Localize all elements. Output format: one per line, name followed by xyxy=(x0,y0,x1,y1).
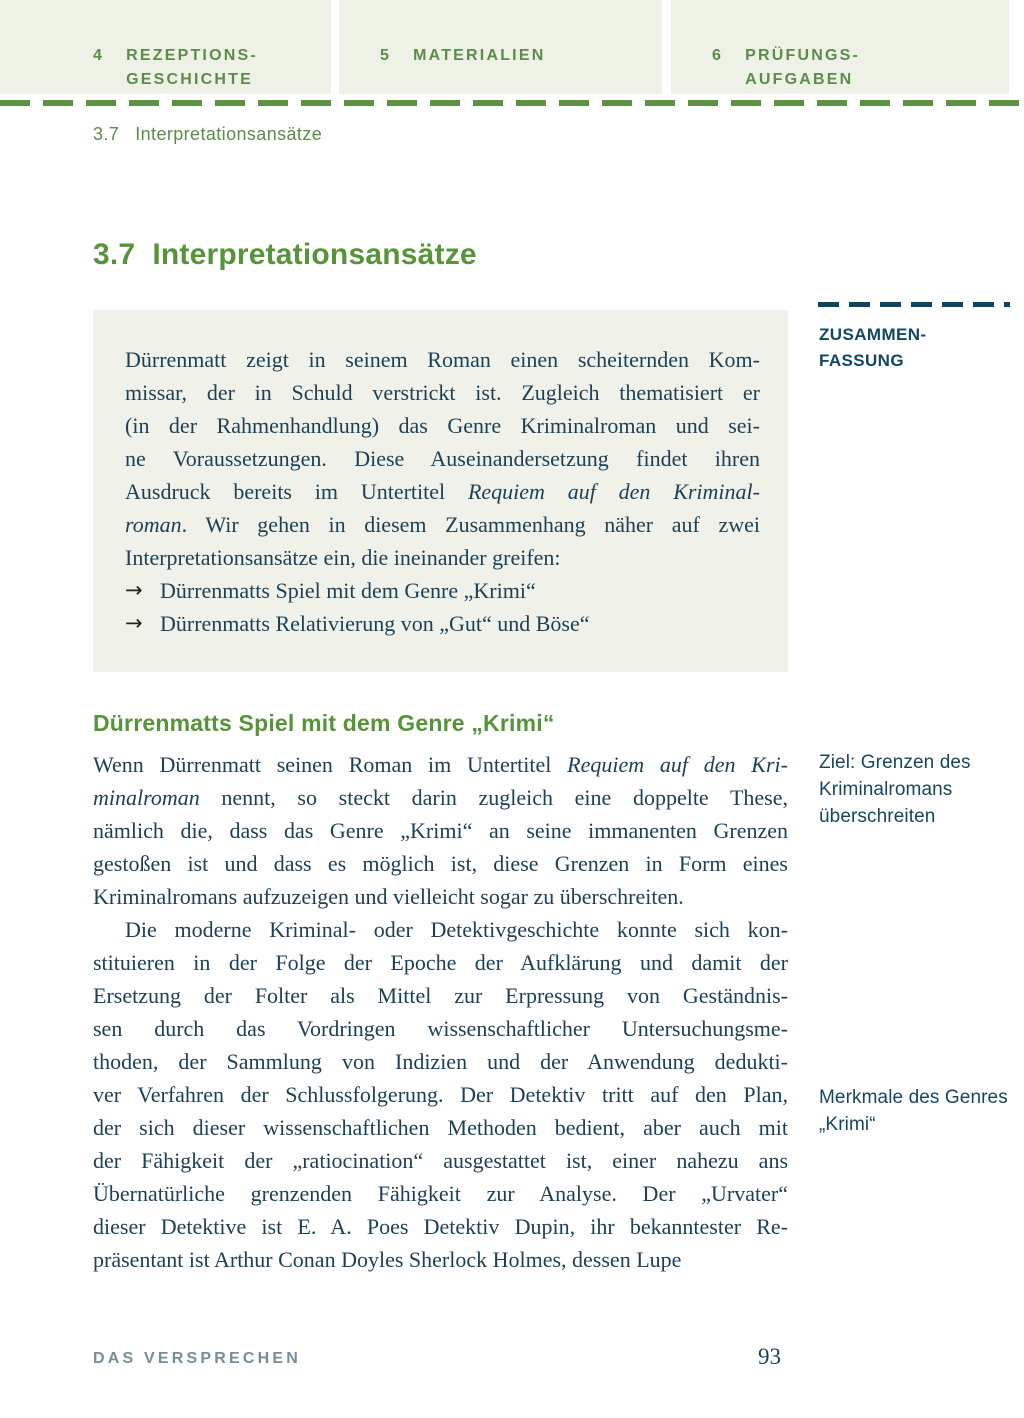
margin-note-features: Merkmale des Genres „Krimi“ xyxy=(819,1087,1008,1135)
header-tab-rezeptionsgeschichte xyxy=(0,0,331,94)
sidebar-summary-label: ZUSAMMEN- FASSUNG xyxy=(819,325,927,370)
margin-note-goal: Ziel: Grenzen des Kriminalromans überschreiten xyxy=(819,752,971,827)
body-paragraph-2: Die moderne Kriminal- oder Detektivgeschichte konnte sich kon- stituieren in der Folge der Epoche der Aufklärung und damit der Ersetzung der Folter als Mittel zur Erpressung von Geständnis- sen durch das Vordringen wissenschaftlicher Untersuchungsme- thoden, der Sammlung von Indizien und der Anwendung dedukti- ver Verfahren der Schlussfolgerung. Der Detektiv tritt auf den Plan, der sich dieser wissenschaftlichen Methoden bedient, aber auch mit der Fähigkeit der „ratiocination“ ausgestattet ist, einer nahezu ans Übernatürliche grenzenden Fähigkeit zur Analyse. Der „Urvater“ dieser Detektive ist E. A. Poes Detektiv Dupin, ihr bekanntester Re- präsentant ist Arthur Conan Doyles Sherlock Holmes, dessen Lupe xyxy=(93,917,788,1272)
page-title-label: Interpretationsansätze xyxy=(152,238,477,271)
page-title-number: 3.7 xyxy=(93,238,136,271)
header-tab-pruefungsaufgaben xyxy=(671,0,1009,94)
header-tab-materialien xyxy=(339,0,662,94)
tab-label: REZEPTIONS- GESCHICHTE xyxy=(126,47,258,88)
tab-number: 6 xyxy=(712,47,724,64)
sidebar-dashed-rule xyxy=(818,302,1010,307)
section-heading: Dürrenmatts Spiel mit dem Genre „Krimi“ xyxy=(93,710,555,736)
bullet-text: Dürrenmatts Relativierung von „Gut“ und Böse“ xyxy=(160,611,590,636)
breadcrumb xyxy=(93,124,322,145)
breadcrumb-number: 3.7 xyxy=(93,124,120,144)
summary-text: Dürrenmatt zeigt in seinem Roman einen scheiternden Kom- missar, der in Schuld verstrickt ist. Zugleich thematisiert er (in der Rahmenhandlung) das Genre Kriminalroman und sei- ne Voraussetzungen. Diese Auseinandersetzung findet ihren Ausdruck bereits im Untertitel Requiem auf den Kriminal- roman. Wir gehen in diesem Zusammenhang näher auf zwei Interpretationsansätze ein, die ineinander greifen: xyxy=(125,347,760,570)
list-item xyxy=(125,607,765,640)
tab-label: PRÜFUNGS- AUFGABEN xyxy=(745,47,861,88)
list-item xyxy=(125,574,765,607)
arrow-bullet-icon: → xyxy=(125,578,143,602)
body-paragraph-1: Wenn Dürrenmatt seinen Roman im Untertitel Requiem auf den Kri- minalroman nennt, so steckt darin zugleich eine doppelte These, nämlich die, dass das Genre „Krimi“ an seine immanenten Grenzen gestoßen ist und dass es möglich ist, diese Grenzen in Form eines Kriminalromans aufzuzeigen und vielleicht sogar zu überschreiten. xyxy=(93,752,788,909)
bullet-text: Dürrenmatts Spiel mit dem Genre „Krimi“ xyxy=(160,578,536,603)
arrow-bullet-icon: → xyxy=(125,611,143,635)
header-dashed-rule xyxy=(0,100,1024,106)
tab-number: 5 xyxy=(380,47,392,64)
tab-label: MATERIALIEN xyxy=(413,47,546,64)
breadcrumb-label: Interpretationsansätze xyxy=(135,124,323,144)
footer-book-title: DAS VERSPRECHEN xyxy=(93,1350,302,1367)
tab-number: 4 xyxy=(93,47,105,64)
summary-box xyxy=(93,310,788,672)
summary-bullet-list xyxy=(125,574,765,640)
page-number: 93 xyxy=(758,1344,781,1369)
page-title xyxy=(93,238,477,272)
